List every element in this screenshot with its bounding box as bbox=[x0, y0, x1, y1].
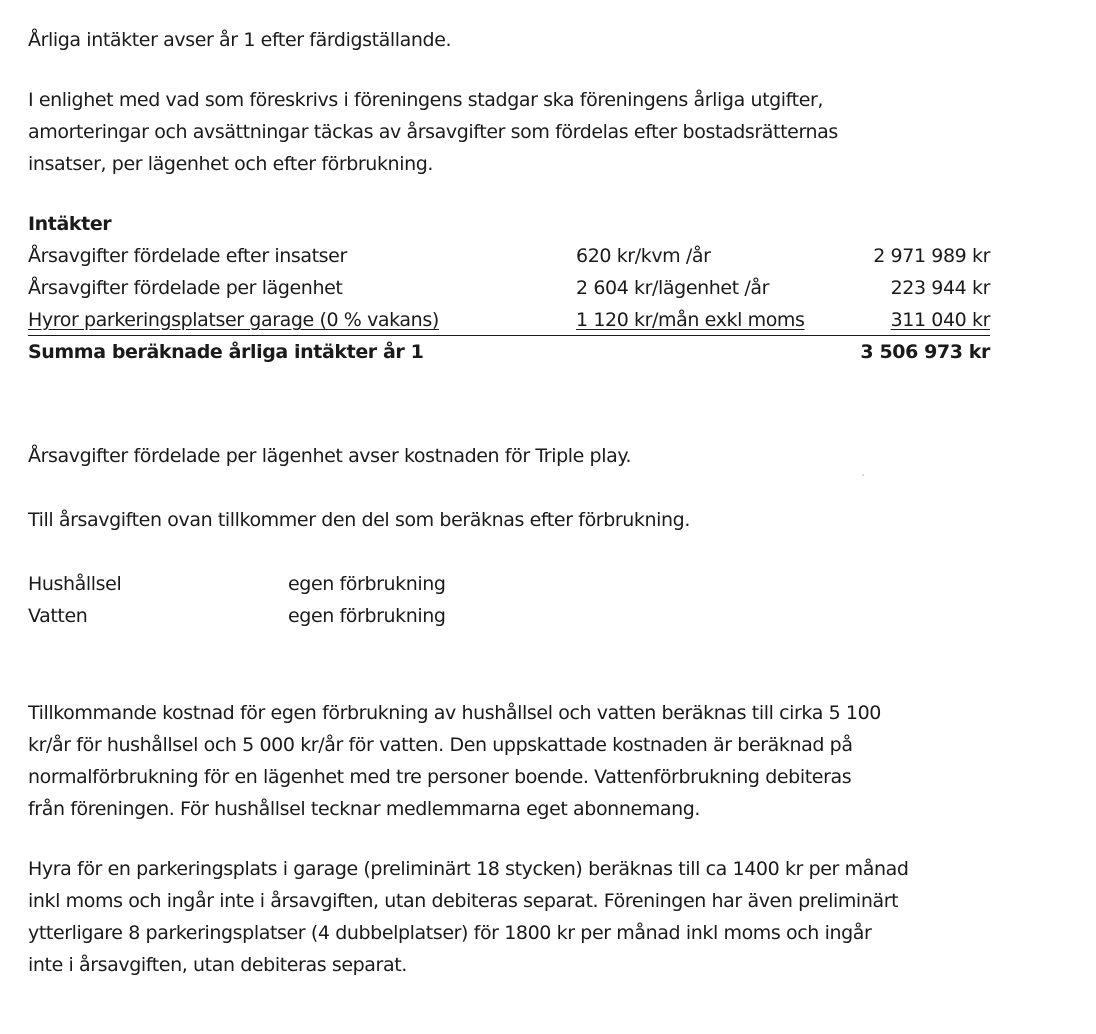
paragraph-line: ytterligare 8 parkeringsplatser (4 dubbelplatser) för 1800 kr per månad inkl moms och ingår bbox=[28, 922, 872, 944]
consumption-list bbox=[28, 568, 1068, 632]
income-row-label: Årsavgifter fördelade efter insatser bbox=[28, 245, 347, 267]
income-row-amount: 2 971 989 kr bbox=[873, 245, 990, 267]
paragraph-line: insatser, per lägenhet och efter förbrukning. bbox=[28, 153, 434, 175]
consumption-item bbox=[28, 568, 1068, 600]
statutes-paragraph bbox=[28, 84, 1068, 180]
income-row-amount: 311 040 kr bbox=[890, 309, 990, 331]
consumption-label: Vatten bbox=[28, 605, 88, 627]
income-row-rate: 2 604 kr/lägenhet /år bbox=[576, 277, 770, 299]
income-row-label: Årsavgifter fördelade per lägenhet bbox=[28, 277, 343, 299]
intro-text: Årliga intäkter avser år 1 efter färdigställande. bbox=[28, 29, 452, 51]
income-row-rate: 620 kr/kvm /år bbox=[576, 245, 711, 267]
consumption-item bbox=[28, 600, 1068, 632]
paragraph-line: I enlighet med vad som föreskrivs i föreningens stadgar ska föreningens årliga utgifter, bbox=[28, 89, 824, 111]
scan-speck bbox=[862, 474, 864, 476]
document-page bbox=[28, 24, 1068, 981]
triple-play-note: Årsavgifter fördelade per lägenhet avser kostnaden för Triple play. bbox=[28, 445, 632, 467]
consumption-value: egen förbrukning bbox=[288, 573, 446, 595]
paragraph-line: Tillkommande kostnad för egen förbrukning av hushållsel och vatten beräknas till cirka 5 100 bbox=[28, 702, 881, 724]
income-total-spacer bbox=[576, 336, 846, 368]
income-row-rate: 1 120 kr/mån exkl moms bbox=[576, 309, 805, 331]
consumption-value: egen förbrukning bbox=[288, 605, 446, 627]
income-row bbox=[28, 272, 990, 304]
extra-cost-paragraph bbox=[28, 697, 1068, 825]
income-row-label: Hyror parkeringsplatser garage (0 % vakans) bbox=[28, 309, 439, 331]
parking-paragraph bbox=[28, 853, 1068, 981]
income-heading: Intäkter bbox=[28, 213, 112, 235]
consumption-label: Hushållsel bbox=[28, 573, 122, 595]
income-total-row bbox=[28, 336, 990, 368]
paragraph-line: från föreningen. För hushållsel tecknar medlemmarna eget abonnemang. bbox=[28, 798, 701, 820]
income-total-amount: 3 506 973 kr bbox=[860, 341, 990, 363]
income-row bbox=[28, 240, 990, 272]
income-row bbox=[28, 304, 990, 336]
income-row-amount: 223 944 kr bbox=[890, 277, 990, 299]
paragraph-line: amorteringar och avsättningar täckas av årsavgifter som fördelas efter bostadsrätternas bbox=[28, 121, 838, 143]
paragraph-line: normalförbrukning för en lägenhet med tre personer boende. Vattenförbrukning debiteras bbox=[28, 766, 852, 788]
consumption-note: Till årsavgiften ovan tillkommer den del som beräknas efter förbrukning. bbox=[28, 509, 690, 531]
paragraph-line: kr/år för hushållsel och 5 000 kr/år för vatten. Den uppskattade kostnaden är beräknad på bbox=[28, 734, 853, 756]
paragraph-line: inte i årsavgiften, utan debiteras separat. bbox=[28, 954, 407, 976]
paragraph-line: inkl moms och ingår inte i årsavgiften, utan debiteras separat. Föreningen har även preliminärt bbox=[28, 890, 899, 912]
income-total-label: Summa beräknade årliga intäkter år 1 bbox=[28, 341, 424, 363]
income-table bbox=[28, 208, 990, 368]
paragraph-line: Hyra för en parkeringsplats i garage (preliminärt 18 stycken) beräknas till ca 1400 kr per månad bbox=[28, 858, 909, 880]
